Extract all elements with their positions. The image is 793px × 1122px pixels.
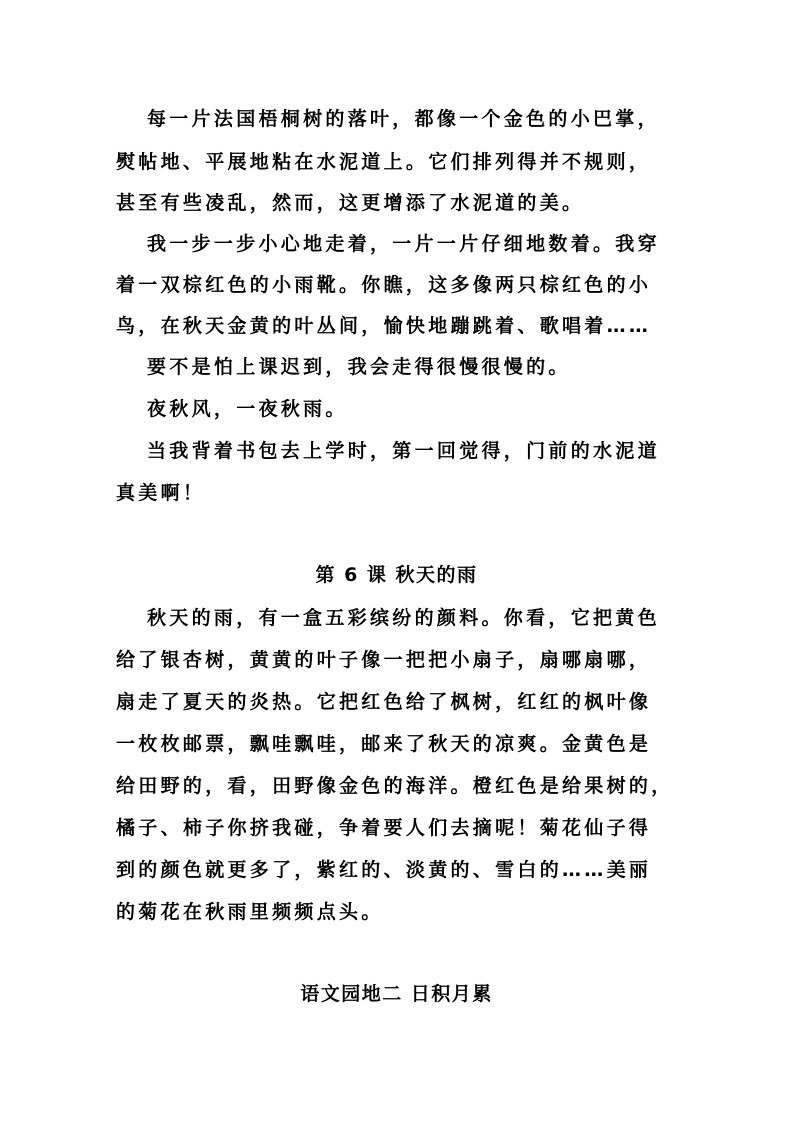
paragraph-line: 每一片法国梧桐树的落叶，都像一个金色的小巴掌， <box>147 108 660 130</box>
lesson-title: 第 6 课 秋天的雨 <box>315 564 478 586</box>
paragraph-line: 给了银杏树，黄黄的叶子像一把把小扇子，扇哪扇哪， <box>116 649 652 671</box>
paragraph-line: 到的颜色就更多了，紫红的、淡黄的、雪白的……美丽 <box>116 859 652 881</box>
paragraph-line: 秋天的雨，有一盒五彩缤纷的颜料。你看，它把黄色 <box>147 607 660 629</box>
paragraph-line: 当我背着书包去上学时，第一回觉得，门前的水泥道 <box>147 440 660 462</box>
paragraph-line: 甚至有些凌乱，然而，这更增添了水泥道的美。 <box>116 192 585 214</box>
section-title: 语文园地二 日积月累 <box>300 983 493 1005</box>
paragraph-line: 真美啊！ <box>116 482 206 504</box>
paragraph-line: 我一步一步小心地走着，一片一片仔细地数着。我穿 <box>147 233 660 255</box>
paragraph-line: 熨帖地、平展地粘在水泥道上。它们排列得并不规则， <box>116 151 652 173</box>
paragraph-line: 的菊花在秋雨里频频点头。 <box>116 901 384 923</box>
paragraph-line: 着一双棕红色的小雨靴。你瞧，这多像两只棕红色的小 <box>116 274 652 296</box>
paragraph-line: 给田野的，看，田野像金色的海洋。橙红色是给果树的， <box>116 775 674 797</box>
paragraph-line: 橘子、柿子你挤我碰，争着要人们去摘呢！菊花仙子得 <box>116 817 652 839</box>
paragraph-line: 鸟，在秋天金黄的叶丛间，愉快地蹦跳着、歌唱着…… <box>116 315 652 337</box>
paragraph-line: 要不是怕上课迟到，我会走得很慢很慢的。 <box>147 356 571 378</box>
paragraph-line: 夜秋风，一夜秋雨。 <box>147 398 348 420</box>
paragraph-line: 扇走了夏天的炎热。它把红色给了枫树，红红的枫叶像 <box>116 691 652 713</box>
paragraph-line: 一枚枚邮票，飘哇飘哇，邮来了秋天的凉爽。金黄色是 <box>116 733 652 755</box>
